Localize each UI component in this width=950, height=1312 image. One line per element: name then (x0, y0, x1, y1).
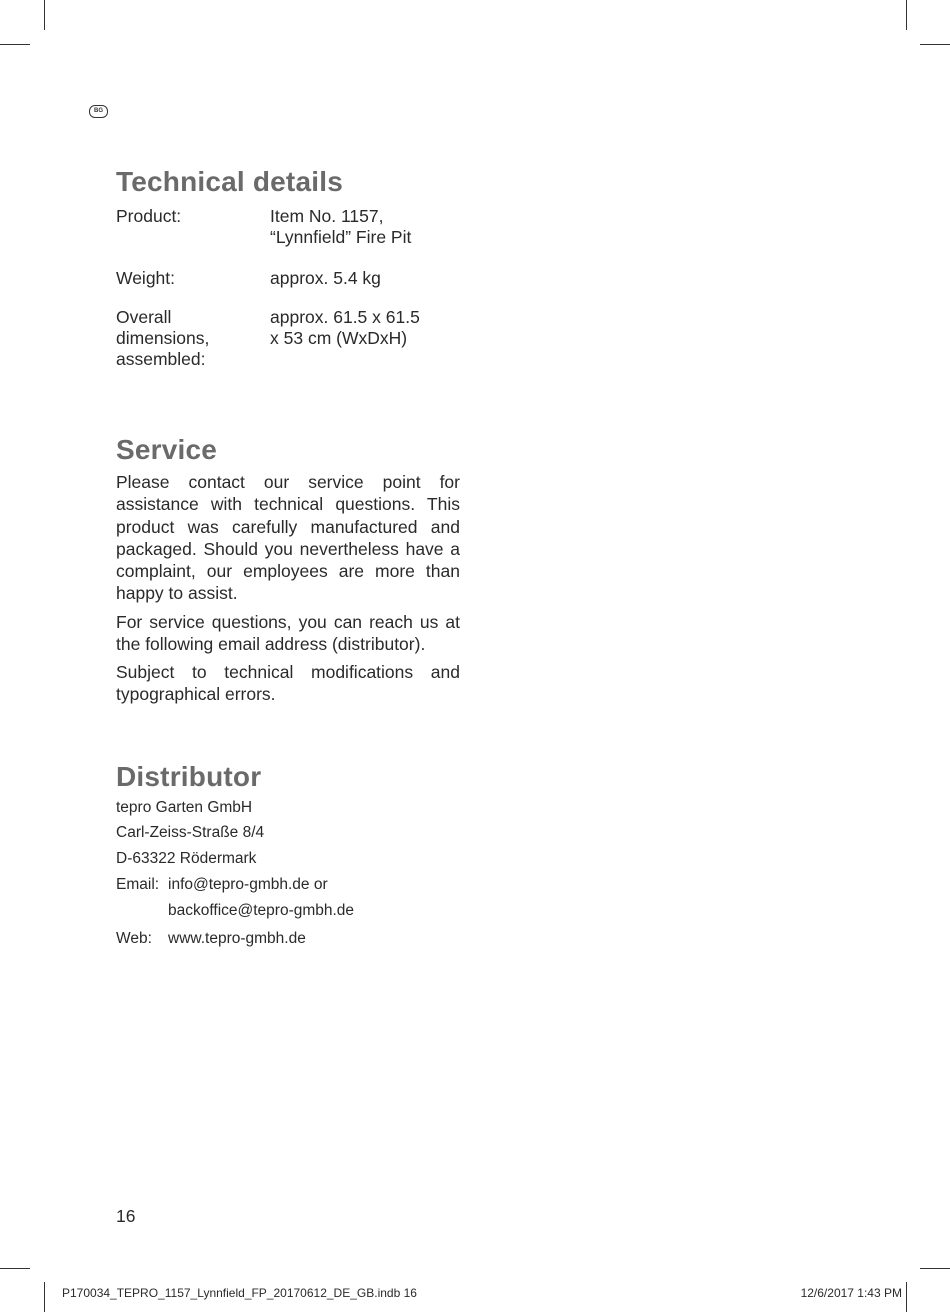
crop-mark (906, 0, 907, 30)
email-address: backoffice@tepro-gmbh.de (168, 902, 355, 919)
spec-value (270, 307, 470, 349)
service-paragraph: Subject to technical modifications and typographical errors. (116, 662, 460, 705)
spec-label (116, 307, 256, 370)
spec-label: Product: (116, 206, 182, 226)
distributor-company: tepro Garten GmbH (116, 799, 253, 816)
spec-value (270, 206, 470, 248)
email-address: info@tepro-gmbh.de or (168, 876, 328, 893)
distributor-heading: Distributor (116, 761, 262, 792)
spec-label-line: assembled: (116, 349, 206, 369)
distributor-city: D-63322 Rödermark (116, 850, 257, 867)
web-address: www.tepro-gmbh.de (168, 930, 306, 947)
footer-file-info: P170034_TEPRO_1157_Lynnfield_FP_20170612_DE_GB.indb 16 (62, 1286, 417, 1300)
crop-mark (920, 1268, 950, 1269)
crop-mark (0, 44, 30, 45)
service-paragraph: Please contact our service point for assistance with technical questions. This product was carefully manufactured and packaged. Should you nevertheless have a complaint, our employees are more than happy to assist. (116, 472, 460, 604)
crop-mark (920, 44, 950, 45)
language-badge: BG (89, 105, 108, 118)
spec-value: approx. 5.4 kg (270, 268, 381, 288)
distributor-street: Carl-Zeiss-Straße 8/4 (116, 824, 265, 841)
spec-label-line: dimensions, (116, 328, 210, 348)
spec-label-line: Overall (116, 307, 172, 327)
spec-label: Weight: (116, 268, 176, 288)
crop-mark (44, 1282, 45, 1312)
service-paragraph: For service questions, you can reach us at the following email address (distributor). (116, 612, 460, 655)
email-label: Email: (116, 876, 160, 893)
crop-mark (0, 1268, 30, 1269)
footer-timestamp: 12/6/2017 1:43 PM (800, 1286, 902, 1300)
service-heading: Service (116, 434, 218, 465)
crop-mark (906, 1282, 907, 1312)
crop-mark (44, 0, 45, 30)
spec-value-line: approx. 61.5 x 61.5 (270, 307, 420, 327)
email-value (168, 875, 354, 921)
page-number: 16 (116, 1206, 136, 1226)
spec-value-line: “Lynnfield” Fire Pit (270, 227, 412, 247)
technical-details-heading: Technical details (116, 166, 343, 197)
spec-value-line: Item No. 1157, (270, 206, 384, 226)
spec-value-line: x 53 cm (WxDxH) (270, 328, 408, 348)
web-label: Web: (116, 930, 152, 947)
